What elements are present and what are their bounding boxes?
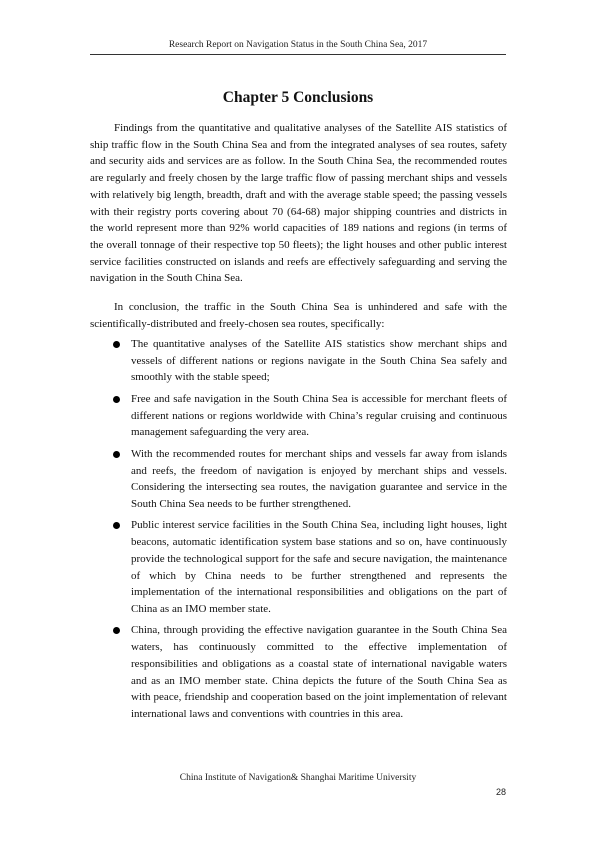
list-item-text: With the recommended routes for merchant ships and vessels far away from islands and reefs, the freedom of navigation is enjoyed by merchant ships and vessels. Considering the intersecting sea routes, the navigation guarantee and service in the South China Sea needs to be further strengthened. [131,447,507,510]
footer-institution: China Institute of Navigation& Shanghai Maritime University [179,773,417,783]
paragraph-findings: Findings from the quantitative and qualitative analyses of the Satellite AIS statistics of ship traffic flow in the South China Sea and from the integrated analyses of sea routes, safety and security aids and services are as follow. In the South China Sea, the recommended routes are regularly and freely chosen by the large traffic flow of passing merchant ships and vessels with relatively big length, breadth, draft and with the average stable speed; the passing vessels with their registry ports covering about 70 (64-68) major shipping countries and districts in the world represent more than 92% world capacities of 189 nations and regions (in terms of the overall tonnage of their respective top 50 fleets); the light houses and other public interest service facilities constructed on islands and reefs are effectively safeguarding and serving the navigation in the South China Sea. [90,122,507,285]
bullet-icon [113,522,120,529]
list-item [90,391,507,441]
list-item [90,517,507,617]
bullet-icon [113,396,120,403]
header-divider [90,54,506,55]
bullet-icon [113,341,120,348]
list-item-text: Free and safe navigation in the South China Sea is accessible for merchant fleets of different nations or regions worldwide with China’s regular cruising and continuous management safeguarding the very area. [131,392,507,439]
bullet-icon [113,627,120,634]
conclusion-list [90,336,507,727]
list-item-text: The quantitative analyses of the Satellite AIS statistics show merchant ships and vessels of different nations or regions navigate in the South China Sea safely and smoothly with the stable speed; [131,338,507,384]
running-header: Research Report on Navigation Status in the South China Sea, 2017 [168,40,428,50]
bullet-icon [113,451,120,458]
list-item [90,336,507,386]
paragraph-conclusion-intro: In conclusion, the traffic in the South China Sea is unhindered and safe with the scientifically-distributed and freely-chosen sea routes, specifically: [90,301,507,330]
list-item [90,622,507,722]
list-item [90,446,507,513]
chapter-title: Chapter 5 Conclusions [222,89,374,106]
list-item-text: China, through providing the effective navigation guarantee in the South China Sea waters, has continuously committed to the effective implementation of responsibilities and obligations as a coastal state of international navigable waters and as an IMO member state. China depicts the future of the South China Sea as with peace, friendship and cooperation based on the joint implementation of relevant international laws and conventions with countries in this area. [131,624,507,720]
page-number: 28 [495,787,506,797]
list-item-text: Public interest service facilities in the South China Sea, including light houses, light beacons, automatic identification system base stations and so on, have continuously provide the technological support for the safe and secure navigation, the maintenance of which by China needs to be further strengthened and represents the implementation of the international responsibilities and obligations on the part of China as an IMO member state. [131,519,507,615]
